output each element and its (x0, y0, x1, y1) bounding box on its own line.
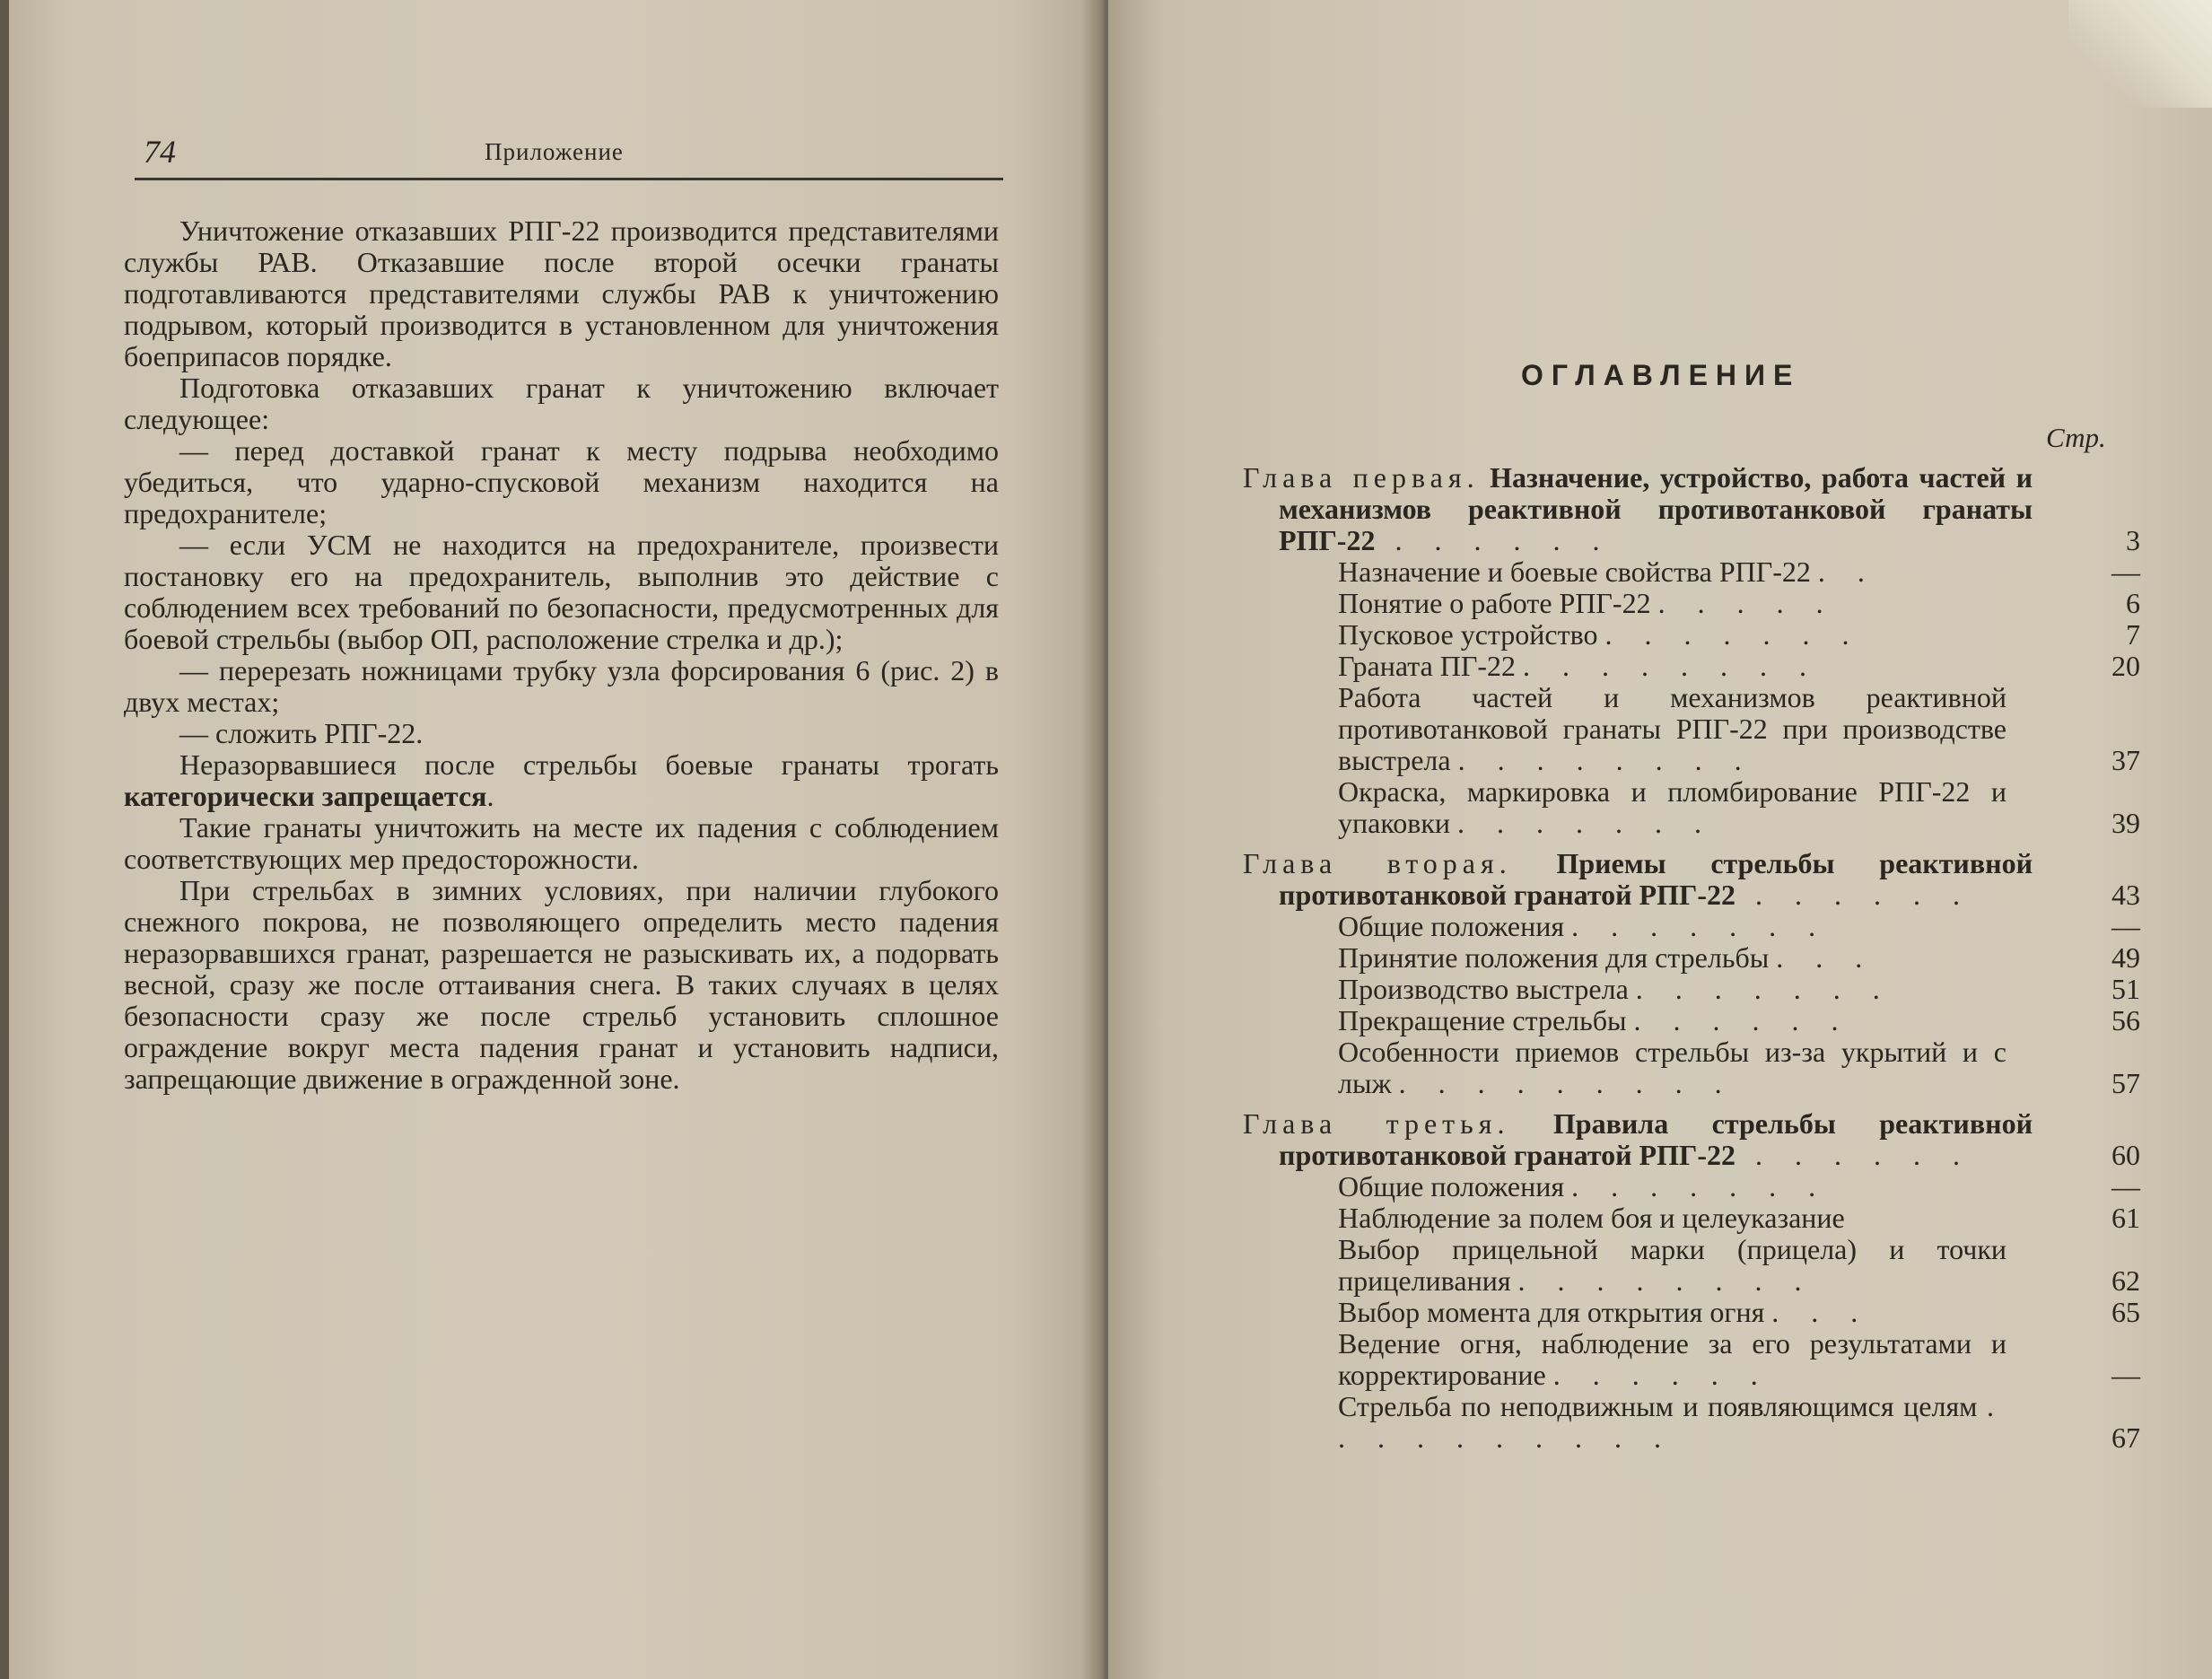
toc-entry (1243, 1297, 2140, 1328)
leader-dots: . . . (1776, 941, 1875, 974)
page-ref: 3 (2126, 524, 2140, 556)
toc-entry (1243, 1171, 2140, 1202)
toc-entry (1243, 1036, 2140, 1099)
right-page (1108, 0, 2212, 1679)
paragraph: Уничтожение отказавших РПГ-22 производится представителями службы РАВ. Отказавшие после второй осечки гранаты подготавливаются представителями службы РАВ к уничтожению подрывом, который производится в установленном для уничтожения боеприпасов порядке. (124, 214, 999, 372)
toc-entry-title: Выбор прицельной марки (прицела) и точки прицеливания (1338, 1233, 2007, 1297)
toc-entry-title: Особенности приемов стрельбы из-за укрытий и с лыж (1338, 1036, 2007, 1099)
left-page (9, 0, 1099, 1679)
toc-entry-title: Назначение и боевые свойства РПГ-22 (1338, 555, 1811, 588)
chapter-title: Приемы стрельбы реактивной противотанковой гранатой РПГ-22 (1279, 847, 2033, 911)
toc-entry (1243, 556, 2140, 588)
toc-chapter (1243, 848, 2140, 1099)
toc-chapter-heading (1243, 848, 2140, 911)
toc-entry (1243, 651, 2140, 682)
toc-entry-title: Пусковое устройство (1338, 618, 1598, 651)
leader-dots: . . . . . . . (1604, 618, 1862, 651)
toc-chapter-heading (1243, 462, 2140, 556)
page-ref: — (2111, 1359, 2140, 1391)
page-ref: 60 (2111, 1139, 2140, 1171)
page-ref: 20 (2111, 650, 2140, 682)
toc-entry (1243, 1005, 2140, 1036)
page-ref: 39 (2111, 807, 2140, 839)
toc-entry-title: Принятие положения для стрельбы (1338, 941, 1770, 974)
toc-chapter-heading (1243, 1108, 2140, 1171)
running-head (135, 133, 1003, 180)
table-of-contents (1243, 462, 2140, 1463)
paragraph: — перерезать ножницами трубку узла форсирования 6 (рис. 2) в двух местах; (124, 654, 999, 718)
toc-entry (1243, 911, 2140, 942)
warning-text: категорически запрещается (124, 780, 487, 812)
page-ref: 67 (2111, 1421, 2140, 1454)
toc-entry-title: Общие положения (1338, 1170, 1565, 1202)
page-ref: 61 (2111, 1202, 2140, 1234)
toc-entry-title: Ведение огня, наблюдение за его результатами и корректирование (1338, 1327, 2007, 1391)
leader-dots: . . . . . . (1552, 1359, 1770, 1391)
toc-entry-title: Общие положения (1338, 910, 1565, 942)
toc-entry (1243, 619, 2140, 651)
page-number: 74 (144, 134, 176, 170)
page-ref: 37 (2111, 744, 2140, 776)
leader-dots: . . . . . . (1736, 1139, 1972, 1171)
paragraph-warning: Неразорвавшиеся после стрельбы боевые гранаты трогать категорически запрещается. (124, 748, 999, 812)
page-ref: 62 (2111, 1264, 2140, 1297)
leader-dots: . . . (1771, 1296, 1871, 1328)
toc-entry-title: Понятие о работе РПГ-22 (1338, 587, 1651, 619)
paragraph: — если УСМ не находится на предохранителе, произвести постановку его на предохранитель, выполнив это действие с соблюдением всех требований по безопасности, предусмотренных для боевой стрельбы (выбор ОП, расположение стрелка и др.); (124, 529, 999, 655)
toc-chapter (1243, 462, 2140, 839)
chapter-prefix: Глава третья. (1243, 1107, 1510, 1140)
toc-title: ОГЛАВЛЕНИЕ (1521, 359, 1801, 391)
paragraph: Подготовка отказавших гранат к уничтожению включает следующее: (124, 372, 999, 435)
toc-entry (1243, 942, 2140, 974)
page-ref: 51 (2111, 973, 2140, 1005)
chapter-title: Правила стрельбы реактивной противотанковой гранатой РПГ-22 (1279, 1107, 2033, 1171)
leader-dots: . . . . . . (1736, 879, 1972, 911)
toc-entry-title: Работа частей и механизмов реактивной противотанковой гранаты РПГ-22 при производстве выстрела (1338, 681, 2007, 776)
paragraph: — сложить РПГ-22. (179, 717, 424, 749)
toc-entry (1243, 974, 2140, 1005)
leader-dots: . . . . . . (1375, 524, 1613, 556)
section-name: Приложение (485, 138, 624, 165)
toc-entry (1243, 1234, 2140, 1297)
toc-chapter (1243, 1108, 2140, 1454)
leader-dots: . . . . . . . . . . (1338, 1390, 2007, 1454)
leader-dots: . . . . . (1657, 587, 1836, 619)
page-ref: 57 (2111, 1067, 2140, 1099)
toc-entry-title: Окраска, маркировка и пломбирование РПГ-22 и упаковки (1338, 775, 2007, 839)
page-ref: — (2111, 910, 2140, 942)
leader-dots: . . . . . . . . (1457, 744, 1754, 776)
page-ref: 7 (2126, 618, 2140, 651)
paragraph: При стрельбах в зимних условиях, при наличии глубокого снежного покрова, не позволяющего определить место падения неразорвавшихся гранат, разрешается не разыскивать их, а подорвать весной, сразу же после оттаивания снега. В таких случаях в целях безопасности сразу же после стрельб установить сплошное ограждение вокруг места падения гранат и установить надписи, запрещающие движение в огражденной зоне. (124, 874, 999, 1095)
toc-entry (1243, 776, 2140, 839)
page-ref: 6 (2126, 587, 2140, 619)
chapter-prefix: Глава вторая. (1243, 847, 1512, 879)
toc-entry (1243, 1391, 2140, 1454)
page-column-label: Стр. (2046, 422, 2106, 453)
page-ref: 65 (2111, 1296, 2140, 1328)
leader-dots: . . . . . . . (1457, 807, 1715, 839)
toc-entry (1243, 682, 2140, 776)
paragraph: — перед доставкой гранат к месту подрыва необходимо убедиться, что ударно-спусковой механизм находится на предохранителе; (124, 434, 999, 529)
page-ref: 49 (2111, 941, 2140, 974)
leader-dots: . . . . . . . . (1517, 1264, 1814, 1297)
leader-dots: . . (1817, 555, 1877, 588)
toc-entry (1243, 588, 2140, 619)
page-ref: — (2111, 555, 2140, 588)
body-text (124, 215, 999, 1095)
page-ref: 43 (2111, 879, 2140, 911)
leader-dots: . . . . . . . (1571, 910, 1829, 942)
toc-entry-title: Стрельба по неподвижным и появляющимся целям (1338, 1390, 1978, 1422)
chapter-title: Назначение, устройство, работа частей и механизмов реактивной противотанковой гранаты РПГ-22 (1279, 461, 2033, 556)
leader-dots: . . . . . . . (1635, 973, 1893, 1005)
toc-entry-title: Граната ПГ-22 (1338, 650, 1517, 682)
toc-entry-title: Производство выстрела (1338, 973, 1629, 1005)
toc-entry-title: Наблюдение за полем боя и целеуказание (1338, 1202, 1845, 1234)
toc-entry-title: Прекращение стрельбы (1338, 1004, 1627, 1036)
page-ref: — (2111, 1170, 2140, 1202)
chapter-prefix: Глава первая. (1243, 461, 1480, 494)
page-ref: 56 (2111, 1004, 2140, 1036)
toc-entry (1243, 1202, 2140, 1234)
paragraph: Такие гранаты уничтожить на месте их падения с соблюдением соответствующих мер предосторожности. (124, 811, 999, 875)
leader-dots: . . . . . . . . (1523, 650, 1820, 682)
leader-dots: . . . . . . . . . (1398, 1067, 1735, 1099)
toc-entry-title: Выбор момента для открытия огня (1338, 1296, 1765, 1328)
toc-entry (1243, 1328, 2140, 1391)
leader-dots: . . . . . . . (1571, 1170, 1829, 1202)
leader-dots: . . . . . . (1633, 1004, 1851, 1036)
folded-corner (2068, 0, 2212, 108)
